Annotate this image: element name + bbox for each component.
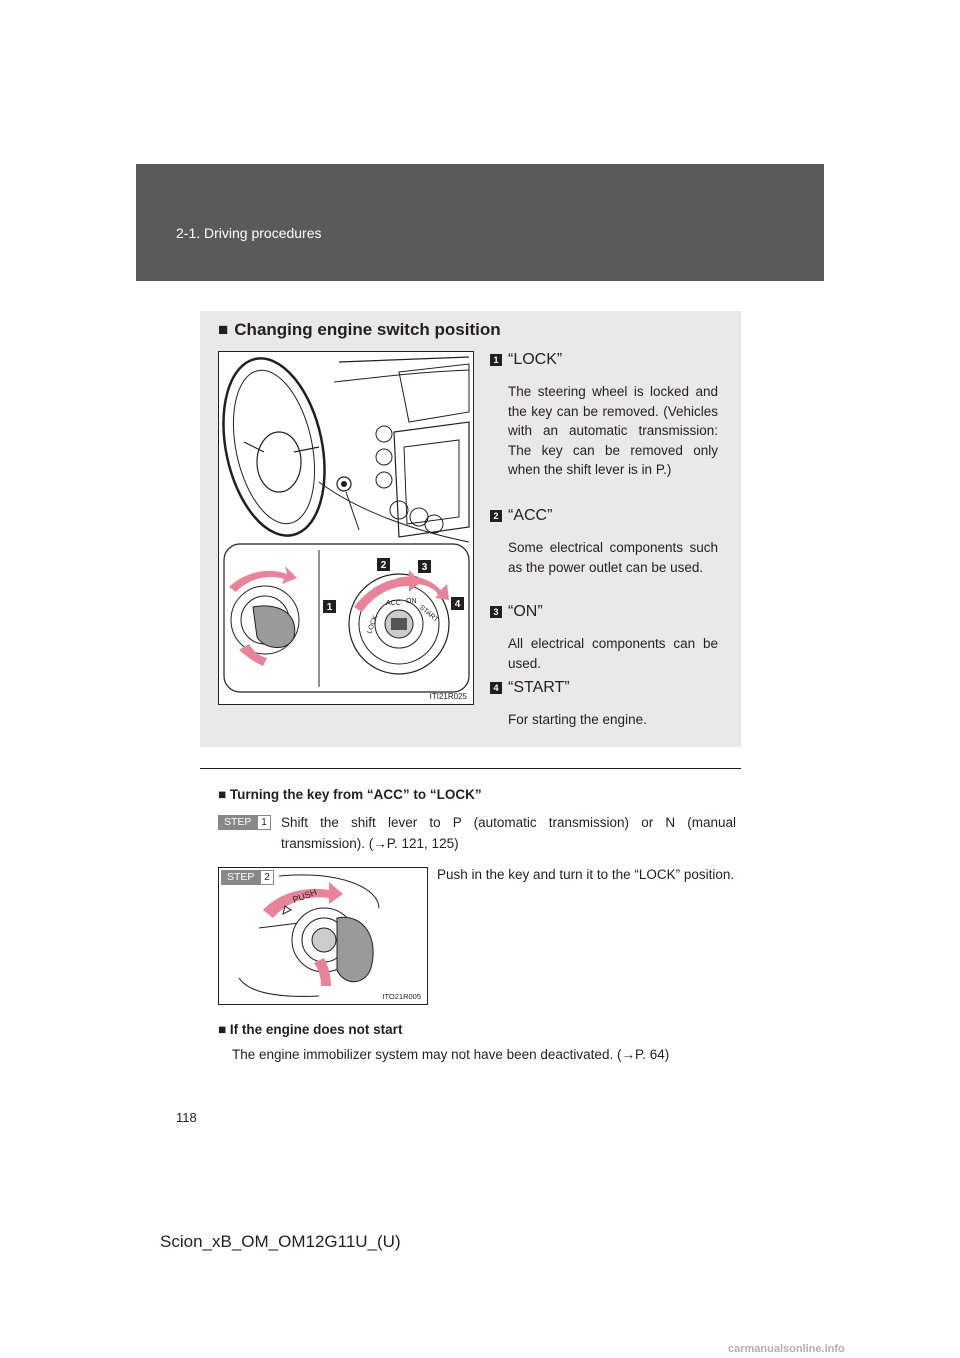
- section-divider: [200, 768, 741, 769]
- position-desc: All electrical components can be used.: [508, 636, 718, 671]
- position-name: “ACC”: [508, 507, 553, 524]
- turning-heading-text: Turning the key from “ACC” to “LOCK”: [229, 787, 482, 802]
- position-name: “ON”: [508, 603, 543, 620]
- dial-label-on: ON: [406, 598, 417, 605]
- box-heading-text: Changing engine switch position: [234, 320, 501, 339]
- no-start-heading-text: If the engine does not start: [229, 1022, 403, 1037]
- step-label: STEP: [227, 871, 255, 883]
- position-badge: 2: [490, 510, 502, 522]
- document-code: Scion_xB_OM_OM12G11U_(U): [160, 1232, 401, 1251]
- callout-4: 4: [454, 599, 461, 610]
- callout-1: 1: [326, 602, 333, 613]
- callout-2: 2: [380, 560, 387, 571]
- section-title: 2-1. Driving procedures: [176, 225, 322, 241]
- heading-marker: ■: [218, 1022, 227, 1037]
- position-desc: For starting the engine.: [508, 712, 647, 727]
- push-key-drawing: [219, 868, 429, 1006]
- heading-marker: ■: [218, 787, 227, 802]
- heading-marker: ■: [218, 320, 229, 339]
- step-1-text: Shift the shift lever to P (automatic transmission) or N (manual transmission). (→P. 121, 125): [281, 815, 736, 851]
- dial-label-lock: LOCK: [366, 614, 380, 635]
- step-label: STEP: [224, 816, 252, 828]
- page-number: 118: [176, 1110, 197, 1125]
- position-badge: 3: [490, 606, 502, 618]
- dial-label-acc: ACC: [386, 600, 401, 607]
- illustration-code: ITI21R025: [429, 692, 467, 701]
- illustration-code: ITO21R005: [382, 992, 421, 1001]
- position-desc: The steering wheel is locked and the key can be removed. (Vehicles with an automatic transmission: The key can be removed only when the shift lever is in P.): [508, 384, 718, 477]
- position-desc: Some electrical components such as the power outlet can be used.: [508, 540, 718, 575]
- step-number: 2: [261, 871, 273, 884]
- no-start-heading: [218, 1022, 402, 1037]
- step-1-badge: [218, 815, 271, 830]
- turning-heading: [218, 787, 482, 802]
- dial-label-start: START: [417, 604, 440, 624]
- step-2-text: Push in the key and turn it to the “LOCK” position.: [437, 867, 735, 882]
- engine-switch-illustration: [218, 351, 474, 705]
- box-heading: [218, 320, 501, 340]
- no-start-text: The engine immobilizer system may not have been deactivated. (→P. 64): [232, 1047, 670, 1062]
- position-badge: 4: [490, 682, 502, 694]
- header-bar: [136, 164, 824, 281]
- step-number: 1: [258, 816, 270, 829]
- position-badge: 1: [490, 354, 502, 366]
- push-label: PUSH: [291, 886, 319, 905]
- position-name: “START”: [508, 679, 570, 696]
- dashboard-drawing: [219, 352, 475, 706]
- step-2-badge: [221, 870, 274, 885]
- position-name: “LOCK”: [508, 351, 563, 368]
- push-key-illustration: [218, 867, 428, 1005]
- callout-3: 3: [421, 562, 428, 573]
- watermark: carmanualsonline.info: [728, 1343, 845, 1355]
